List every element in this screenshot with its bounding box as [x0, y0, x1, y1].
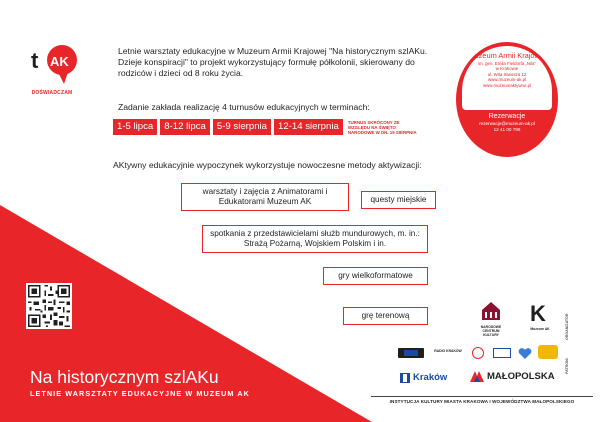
museum-website-2[interactable]: www.muzeumaktywne.pl: [482, 82, 532, 88]
task-paragraph: Zadanie zakłada realizację 4 turnusów edukacyjnych w terminach:: [118, 102, 370, 112]
logo-tagline: DOŚWIADCZAM: [31, 90, 73, 96]
reservations-title: Rezerwacje: [488, 113, 526, 120]
svg-text:AK: AK: [50, 54, 69, 69]
active-paragraph: AKtywny edukacyjnie wypoczynek wykorzystuje nowoczesne metody aktywizacji:: [113, 160, 422, 170]
reservations-phone[interactable]: 12 41 00 796: [493, 127, 521, 133]
method-box: warsztaty i zajęcia z Animatorami i Edukatorami Muzeum AK: [181, 183, 349, 211]
reservations-email[interactable]: rezerwacje@muzeum-ak.pl: [479, 121, 535, 126]
malopolska-mark-icon: [470, 371, 484, 382]
date-box: 5-9 sierpnia: [213, 119, 271, 135]
qr-code[interactable]: [26, 283, 72, 329]
method-box: gry wielkoformatowe: [323, 267, 428, 285]
patron-logo: [538, 345, 558, 359]
museum-street: ul. Wita Stwosza 12: [487, 71, 527, 77]
organizer-label: ORGANIZATOR: [565, 313, 569, 340]
poster-subtitle: LETNIE WARSZTATY EDUKACYJNE W MUZEUM AK: [30, 389, 250, 398]
patrons-label: PATRONI: [565, 358, 569, 374]
poster-title: Na historycznym szlAKu: [30, 367, 219, 387]
patron-logo: [493, 348, 511, 358]
museum-badge: [456, 42, 558, 157]
malopolska-logo-text: MAŁOPOLSKA: [487, 371, 555, 382]
museum-name: Muzeum Armii Krajowej: [468, 51, 546, 60]
krakow-logo: [400, 372, 447, 383]
museum-website[interactable]: www.muzeum-ak.pl: [487, 77, 527, 83]
intro-paragraph: Letnie warsztaty edukacyjne w Muzeum Armii Krajowej "Na historycznym szlAKu. Dzieje konspiracji" to projekt wykorzystujący formułę półkolonii, skierowany do rodziców i dzieci od 8 roku życia.: [118, 46, 428, 78]
tvp-logo: [398, 348, 424, 358]
date-box: 12-14 sierpnia: [274, 119, 343, 135]
heart-icon: [517, 347, 533, 359]
method-box: questy miejskie: [361, 191, 436, 209]
svg-text:K: K: [530, 302, 546, 322]
dates-row: [113, 119, 420, 135]
dates-note: TURNUS SKRÓCONY ZE WZGLĘDU NA ŚWIĘTO NARODOWE W DN. 15 SIERPNIA: [347, 120, 417, 135]
nck-logo: [480, 302, 502, 337]
muzeum-ak-logo-text: Muzeum AK: [530, 327, 550, 331]
svg-text:t: t: [31, 48, 39, 73]
krakow-crest-icon: [400, 373, 410, 383]
date-box: 1-5 lipca: [113, 119, 157, 135]
tak-logo: [28, 38, 88, 98]
museum-patron: im. gen. Emila Fieldorfa „Nila": [478, 60, 536, 66]
malopolska-logo: [470, 371, 555, 382]
muzeum-ak-logo: [527, 302, 553, 331]
museum-city: w Krakowie: [495, 66, 519, 72]
date-box: 8-12 lipca: [160, 119, 210, 135]
reservations: [456, 112, 558, 134]
institution-line: INSTYTUCJA KULTURY MIASTA KRAKOWA I WOJEWÓDZTWA MAŁOPOLSKIEGO: [371, 396, 593, 404]
nck-logo-text: NARODOWE CENTRUM KULTURY: [480, 325, 502, 337]
method-box: grę terenową: [343, 307, 428, 325]
method-box: spotkania z przedstawicielami służb mundurowych, m. in.: Strażą Pożarną, Wojskiem Polskim i in.: [202, 225, 428, 253]
radio-krakow-logo: RADIO KRAKÓW: [434, 349, 462, 353]
museum-address: [462, 46, 552, 110]
krakow-logo-text: Kraków: [413, 372, 448, 383]
patron-logo: [472, 347, 484, 359]
